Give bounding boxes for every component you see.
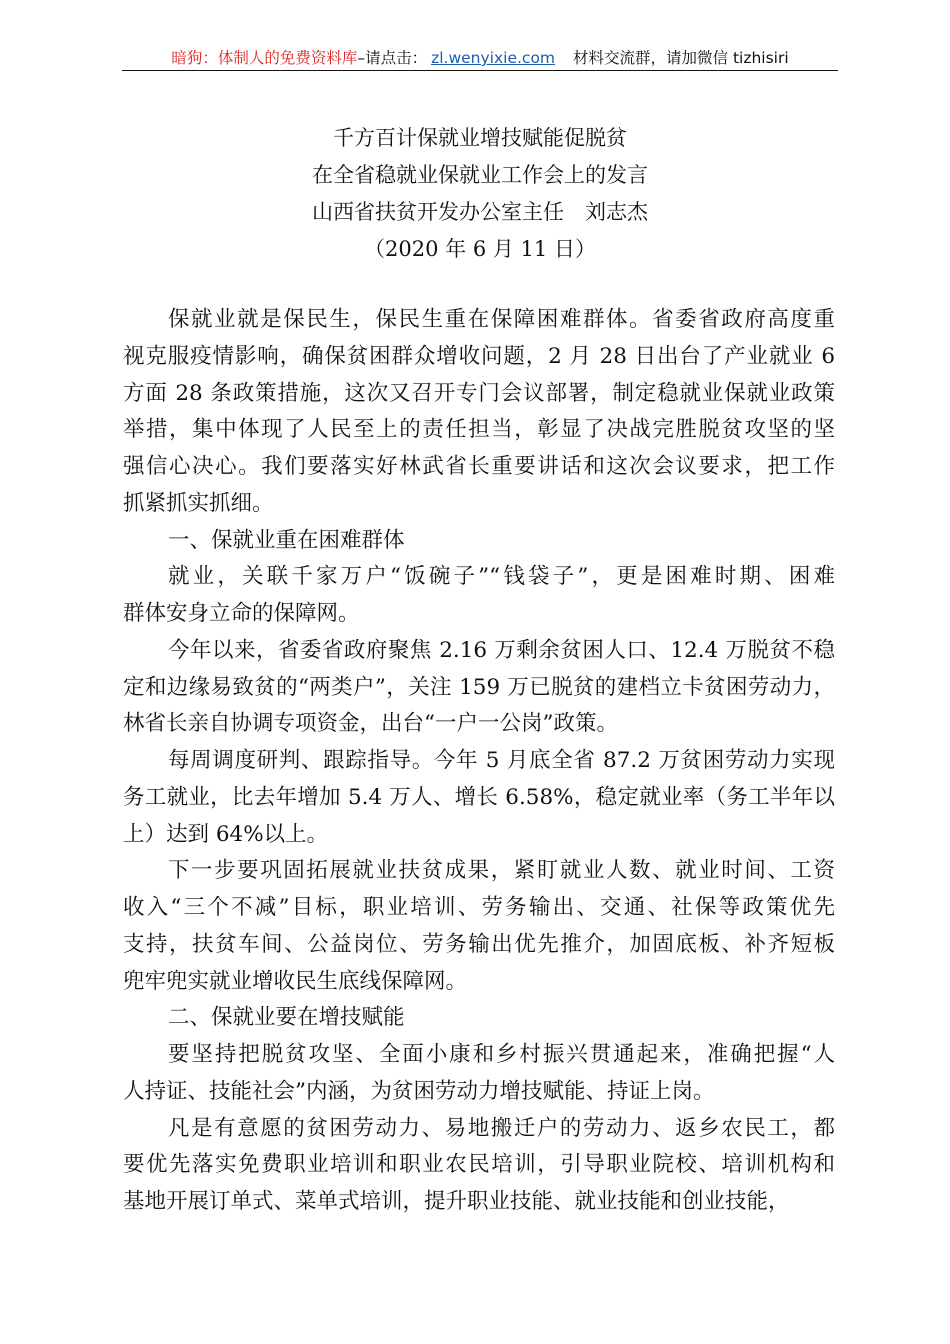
promo-text: 暗狗：体制人的免费资料库 <box>171 49 358 67</box>
paragraph <box>123 559 835 633</box>
page-header <box>122 46 838 70</box>
paragraph-line: 兜牢兜实就业增收民生底线保障网。 <box>123 968 468 994</box>
paragraph-line: 基地开展订单式、菜单式培训，提升职业技能、就业技能和创业技能， <box>123 1189 790 1214</box>
paragraph-line: 举措，集中体现了人民至上的责任担当，彰显了决战完胜脱贫攻坚的坚 <box>123 417 835 443</box>
paragraph-line: 人持证、技能社会”内涵，为贫困劳动力增技赋能、持证上岗。 <box>123 1078 715 1104</box>
paragraph-line: 要优先落实免费职业培训和职业农民培训，引导职业院校、培训机构和 <box>123 1152 835 1178</box>
paragraph-line: 定和边缘易致贫的“两类户”，关注 159 万已脱贫的建档立卡贫困劳动力， <box>123 674 835 700</box>
paragraph-line: 视克服疫情影响，确保贫困群众增收问题，2 月 28 日出台了产业就业 6 <box>123 343 835 369</box>
paragraph-line: 保就业就是保民生，保民生重在保障困难群体。省委省政府高度重 <box>168 307 835 332</box>
paragraph-line: 强信心决心。我们要落实好林武省长重要讲话和这次会议要求，把工作 <box>123 454 835 479</box>
header-rule <box>122 70 838 71</box>
paragraph-line: 就业，关联千家万户“饭碗子”“钱袋子”，更是困难时期、困难 <box>168 564 835 590</box>
click-text: –请点击： <box>357 49 428 67</box>
document-body <box>123 302 835 1221</box>
paragraph-line: 务工就业，比去年增加 5.4 万人、增长 6.58%，稳定就业率（务工半年以 <box>123 784 835 810</box>
doc-date: （2020 年 6 月 11 日） <box>364 236 596 261</box>
doc-subtitle: 在全省稳就业保就业工作会上的发言 <box>312 162 648 187</box>
paragraph-line: 二、保就业要在增技赋能 <box>168 1005 405 1031</box>
paragraph-line: 方面 28 条政策措施，这次又召开专门会议部署，制定稳就业保就业政策 <box>123 380 835 406</box>
paragraph-line: 林省长亲自协调专项资金，出台“一户一公岗”政策。 <box>123 711 618 737</box>
paragraph <box>123 743 835 853</box>
paragraph <box>123 1000 835 1037</box>
paragraph-line: 每周调度研判、跟踪指导。今年 5 月底全省 87.2 万贫困劳动力实现 <box>168 748 835 773</box>
paragraph-line: 收入“三个不减”目标，职业培训、劳务输出、交通、社保等政策优先 <box>123 895 835 920</box>
paragraph-line: 上）达到 64%以上。 <box>123 821 329 847</box>
paragraph-line: 抓紧抓实抓细。 <box>123 490 274 516</box>
paragraph <box>123 523 835 560</box>
paragraph <box>123 1037 835 1111</box>
paragraph <box>123 302 835 523</box>
site-link[interactable]: zl.wenyixie.com <box>431 49 556 67</box>
paragraph-line: 今年以来，省委省政府聚焦 2.16 万剩余贫困人口、12.4 万脱贫不稳 <box>168 637 835 663</box>
paragraph-line: 凡是有意愿的贫困劳动力、易地搬迁户的劳动力、返乡农民工，都 <box>168 1115 835 1141</box>
paragraph-line: 下一步要巩固拓展就业扶贫成果，紧盯就业人数、就业时间、工资 <box>168 858 835 884</box>
paragraph <box>123 1111 835 1221</box>
paragraph-line: 支持，扶贫车间、公益岗位、劳务输出优先推介，加固底板、补齐短板 <box>123 931 835 957</box>
paragraph <box>123 853 835 1000</box>
paragraph-line: 要坚持把脱贫攻坚、全面小康和乡村振兴贯通起来，准确把握“人 <box>168 1042 835 1067</box>
paragraph-line: 一、保就业重在困难群体 <box>168 527 405 553</box>
title-block <box>122 120 838 268</box>
paragraph-line: 群体安身立命的保障网。 <box>123 601 360 626</box>
wechat-text: 材料交流群，请加微信 tizhisiri <box>573 49 789 67</box>
doc-title: 千方百计保就业增技赋能促脱贫 <box>333 126 627 150</box>
doc-author: 山西省扶贫开发办公室主任 刘志杰 <box>312 199 648 224</box>
paragraph <box>123 633 835 743</box>
